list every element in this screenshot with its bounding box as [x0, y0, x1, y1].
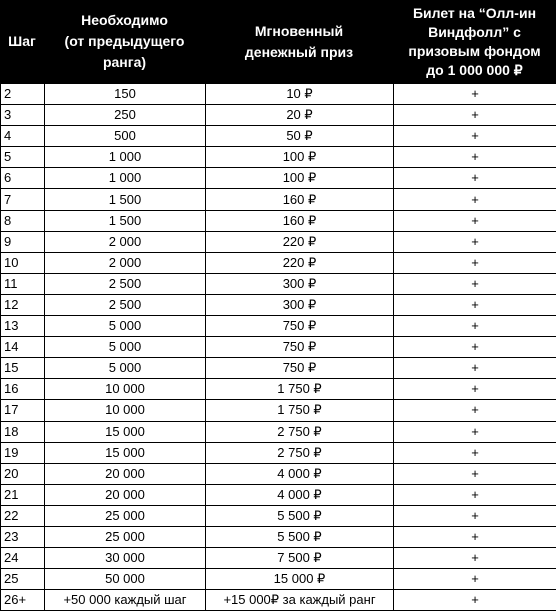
header-ticket-line: до 1 000 000 ₽ [408, 61, 540, 80]
table-row [1, 231, 556, 252]
header-ticket-line: призовым фондом [408, 42, 540, 61]
cell-ticket: + [394, 105, 556, 126]
cell-step: 19 [1, 442, 45, 463]
table-row [1, 421, 556, 442]
cell-required: 50 000 [45, 569, 206, 590]
cell-prize: 220 ₽ [206, 252, 394, 273]
cell-ticket: + [394, 505, 556, 526]
cell-required: 20 000 [45, 463, 206, 484]
cell-prize: 300 ₽ [206, 273, 394, 294]
cell-required: 1 000 [45, 147, 206, 168]
cell-required: 1 500 [45, 210, 206, 231]
cell-step: 8 [1, 210, 45, 231]
cell-step: 3 [1, 105, 45, 126]
table-row [1, 168, 556, 189]
cell-step: 5 [1, 147, 45, 168]
cell-required: 2 500 [45, 273, 206, 294]
header-step [0, 0, 44, 83]
cell-prize: 1 750 ₽ [206, 379, 394, 400]
cell-ticket: + [394, 316, 556, 337]
cell-required: 5 000 [45, 337, 206, 358]
cell-step: 15 [1, 358, 45, 379]
cell-ticket: + [394, 421, 556, 442]
header-required-line: ранга) [103, 52, 146, 73]
cell-required: 25 000 [45, 526, 206, 547]
cell-ticket: + [394, 337, 556, 358]
cell-prize: 20 ₽ [206, 105, 394, 126]
cell-prize: 1 750 ₽ [206, 400, 394, 421]
table-row [1, 105, 556, 126]
cell-ticket: + [394, 189, 556, 210]
cell-prize: 100 ₽ [206, 147, 394, 168]
cell-required: 150 [45, 84, 206, 105]
table-header [0, 0, 556, 83]
header-required-line: Необходимо [81, 10, 168, 31]
cell-required: +50 000 каждый шаг [45, 590, 206, 611]
cell-prize: 5 500 ₽ [206, 505, 394, 526]
cell-step: 10 [1, 252, 45, 273]
cell-ticket: + [394, 210, 556, 231]
table-row [1, 273, 556, 294]
header-prize [205, 0, 393, 83]
cell-step: 7 [1, 189, 45, 210]
cell-prize: 750 ₽ [206, 358, 394, 379]
cell-prize: 7 500 ₽ [206, 548, 394, 569]
cell-ticket: + [394, 147, 556, 168]
cell-ticket: + [394, 569, 556, 590]
header-step-label: Шаг [8, 31, 36, 52]
cell-step: 23 [1, 526, 45, 547]
table-row [1, 484, 556, 505]
cell-prize: 50 ₽ [206, 126, 394, 147]
cell-required: 500 [45, 126, 206, 147]
cell-prize: 100 ₽ [206, 168, 394, 189]
table-row [1, 442, 556, 463]
table-row [1, 379, 556, 400]
cell-ticket: + [394, 526, 556, 547]
table-row [1, 548, 556, 569]
cell-step: 17 [1, 400, 45, 421]
cell-ticket: + [394, 231, 556, 252]
cell-prize: 2 750 ₽ [206, 442, 394, 463]
cell-required: 2 000 [45, 252, 206, 273]
table-row [1, 400, 556, 421]
cell-required: 20 000 [45, 484, 206, 505]
cell-prize: 4 000 ₽ [206, 463, 394, 484]
table-row [1, 337, 556, 358]
cell-prize: 2 750 ₽ [206, 421, 394, 442]
cell-step: 12 [1, 294, 45, 315]
cell-required: 15 000 [45, 421, 206, 442]
cell-step: 16 [1, 379, 45, 400]
cell-required: 30 000 [45, 548, 206, 569]
cell-required: 1 000 [45, 168, 206, 189]
header-required-line: (от предыдущего [65, 31, 185, 52]
table-rows [1, 84, 556, 611]
table-row [1, 84, 556, 105]
cell-required: 10 000 [45, 400, 206, 421]
cell-ticket: + [394, 379, 556, 400]
cell-required: 250 [45, 105, 206, 126]
table-row [1, 189, 556, 210]
cell-step: 26+ [1, 590, 45, 611]
cell-prize: 4 000 ₽ [206, 484, 394, 505]
cell-ticket: + [394, 442, 556, 463]
header-ticket [393, 0, 556, 83]
cell-required: 10 000 [45, 379, 206, 400]
table-row [1, 505, 556, 526]
cell-step: 21 [1, 484, 45, 505]
cell-step: 6 [1, 168, 45, 189]
cell-ticket: + [394, 358, 556, 379]
table-row [1, 210, 556, 231]
cell-required: 1 500 [45, 189, 206, 210]
header-prize-line: Мгновенный [245, 21, 353, 42]
cell-ticket: + [394, 548, 556, 569]
cell-step: 11 [1, 273, 45, 294]
table-row [1, 463, 556, 484]
cell-required: 15 000 [45, 442, 206, 463]
cell-step: 4 [1, 126, 45, 147]
cell-ticket: + [394, 463, 556, 484]
cell-required: 5 000 [45, 358, 206, 379]
cell-step: 14 [1, 337, 45, 358]
header-ticket-line: Билет на “Олл-ин [408, 4, 540, 23]
table-row [1, 294, 556, 315]
cell-step: 9 [1, 231, 45, 252]
table-row [1, 316, 556, 337]
cell-step: 25 [1, 569, 45, 590]
table-body [0, 83, 556, 611]
cell-ticket: + [394, 252, 556, 273]
table-row [1, 569, 556, 590]
cell-prize: 220 ₽ [206, 231, 394, 252]
cell-required: 5 000 [45, 316, 206, 337]
cell-ticket: + [394, 590, 556, 611]
cell-prize: 750 ₽ [206, 316, 394, 337]
cell-prize: +15 000₽ за каждый ранг [206, 590, 394, 611]
cell-step: 18 [1, 421, 45, 442]
cell-prize: 750 ₽ [206, 337, 394, 358]
cell-step: 13 [1, 316, 45, 337]
cell-ticket: + [394, 400, 556, 421]
cell-prize: 160 ₽ [206, 210, 394, 231]
cell-prize: 300 ₽ [206, 294, 394, 315]
table-row [1, 590, 556, 611]
cell-ticket: + [394, 484, 556, 505]
table-row [1, 126, 556, 147]
header-required [44, 0, 205, 83]
header-ticket-line: Виндфолл” с [408, 23, 540, 42]
cell-ticket: + [394, 273, 556, 294]
table-row [1, 358, 556, 379]
cell-prize: 5 500 ₽ [206, 526, 394, 547]
cell-required: 2 500 [45, 294, 206, 315]
cell-prize: 10 ₽ [206, 84, 394, 105]
cell-required: 25 000 [45, 505, 206, 526]
cell-step: 24 [1, 548, 45, 569]
cell-ticket: + [394, 126, 556, 147]
cell-required: 2 000 [45, 231, 206, 252]
cell-step: 22 [1, 505, 45, 526]
cell-step: 2 [1, 84, 45, 105]
table-row [1, 252, 556, 273]
cell-prize: 15 000 ₽ [206, 569, 394, 590]
table-row [1, 147, 556, 168]
header-prize-line: денежный приз [245, 42, 353, 63]
cell-ticket: + [394, 84, 556, 105]
cell-ticket: + [394, 294, 556, 315]
table-row [1, 526, 556, 547]
cell-prize: 160 ₽ [206, 189, 394, 210]
cell-ticket: + [394, 168, 556, 189]
cell-step: 20 [1, 463, 45, 484]
